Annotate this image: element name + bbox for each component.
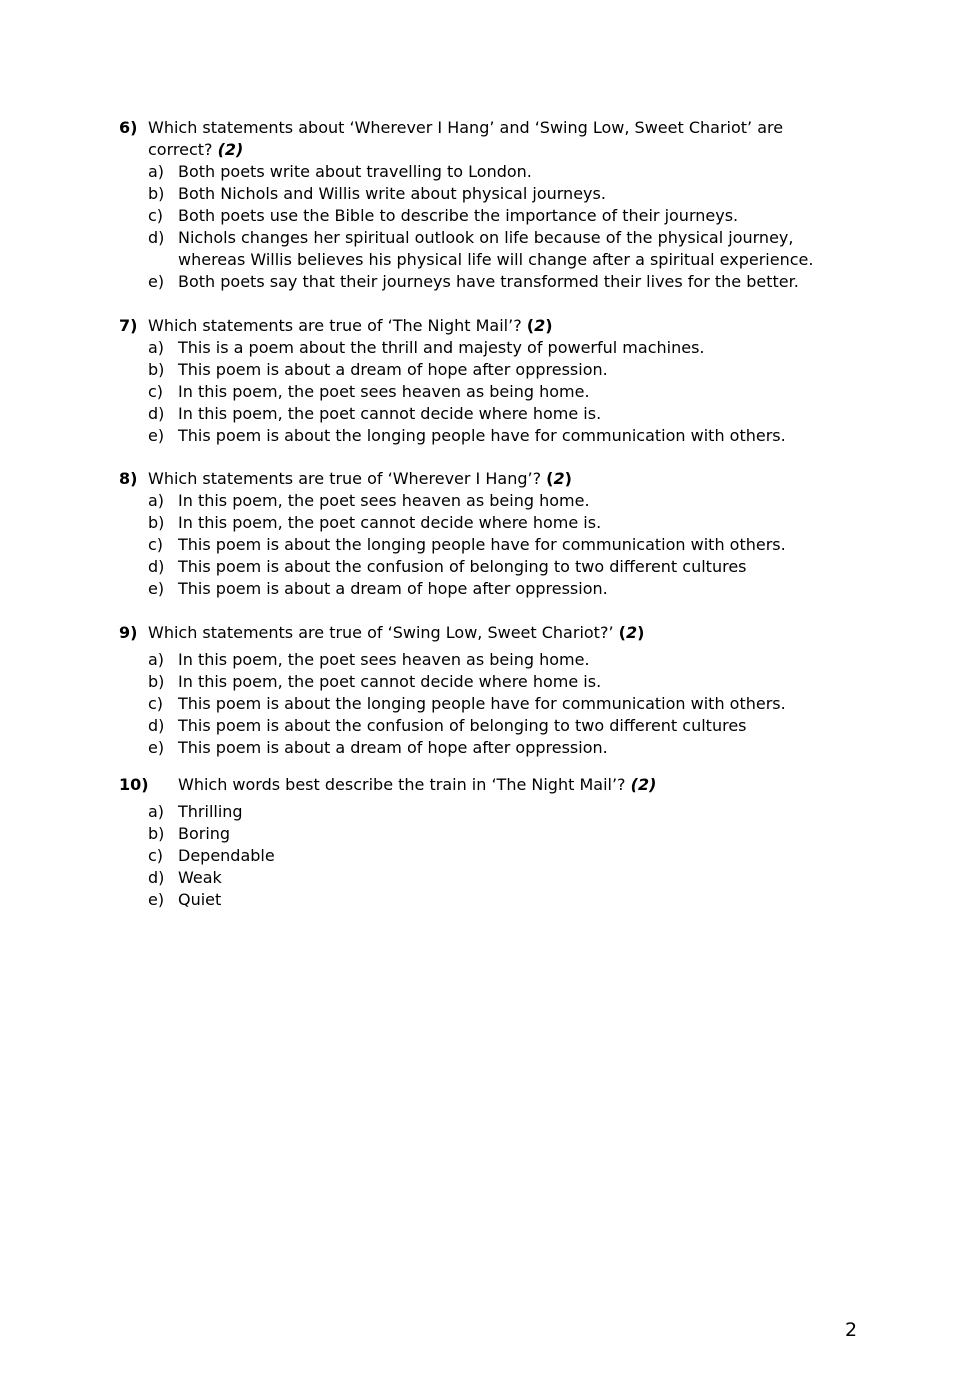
option-letter: d) xyxy=(148,404,165,423)
option-text: Weak xyxy=(178,868,222,887)
option-text: This poem is about a dream of hope after oppression. xyxy=(178,738,608,757)
question-number: 7) xyxy=(119,316,138,335)
option-letter: b) xyxy=(148,824,165,843)
option-text: This is a poem about the thrill and majesty of powerful machines. xyxy=(178,338,705,357)
page-number: 2 xyxy=(845,1319,858,1341)
option-c xyxy=(148,845,839,867)
option-text: This poem is about the longing people have for communication with others. xyxy=(178,426,786,445)
option-text: In this poem, the poet cannot decide where home is. xyxy=(178,404,602,423)
option-text: In this poem, the poet cannot decide where home is. xyxy=(178,672,602,691)
option-letter: d) xyxy=(148,228,165,247)
option-letter: d) xyxy=(148,716,165,735)
option-letter: e) xyxy=(148,738,165,757)
option-text: Both poets use the Bible to describe the importance of their journeys. xyxy=(178,206,739,225)
option-e xyxy=(148,271,839,293)
question-9 xyxy=(119,622,839,759)
marks-open: ( xyxy=(546,469,554,488)
options-list xyxy=(119,801,839,911)
option-text: In this poem, the poet sees heaven as being home. xyxy=(178,491,590,510)
option-a xyxy=(148,337,839,359)
option-b xyxy=(148,512,839,534)
option-d xyxy=(148,556,839,578)
option-letter: e) xyxy=(148,579,165,598)
option-d xyxy=(148,227,839,271)
question-text: Which statements about ‘Wherever I Hang’ and ‘Swing Low, Sweet Chariot’ are correct? xyxy=(148,118,784,159)
options-list xyxy=(119,337,839,447)
option-e xyxy=(148,737,839,759)
option-letter: b) xyxy=(148,672,165,691)
option-letter: e) xyxy=(148,890,165,909)
option-text: In this poem, the poet sees heaven as being home. xyxy=(178,650,590,669)
question-header xyxy=(119,774,839,796)
option-e xyxy=(148,425,839,447)
option-text: This poem is about the confusion of belonging to two different cultures xyxy=(178,716,747,735)
option-text: In this poem, the poet sees heaven as being home. xyxy=(178,382,590,401)
option-a xyxy=(148,649,839,671)
question-header xyxy=(119,468,839,490)
question-number: 8) xyxy=(119,469,138,488)
option-letter: d) xyxy=(148,557,165,576)
marks-close: ) xyxy=(637,623,645,642)
option-text: This poem is about a dream of hope after oppression. xyxy=(178,579,608,598)
question-text: Which statements are true of ‘Wherever I Hang’? xyxy=(148,469,542,488)
question-7 xyxy=(119,315,839,447)
marks-label: (2) xyxy=(630,775,657,794)
option-d xyxy=(148,715,839,737)
question-header xyxy=(119,117,839,161)
question-text-wrapper xyxy=(148,117,839,161)
option-c xyxy=(148,693,839,715)
option-c xyxy=(148,534,839,556)
option-letter: a) xyxy=(148,650,165,669)
marks-number: 2 xyxy=(534,316,546,335)
marks-open: ( xyxy=(526,316,535,335)
marks-number: 2 xyxy=(553,469,565,488)
option-d xyxy=(148,403,839,425)
option-letter: a) xyxy=(148,162,165,181)
option-b xyxy=(148,359,839,381)
option-d xyxy=(148,867,839,889)
option-letter: e) xyxy=(148,272,165,291)
option-letter: d) xyxy=(148,868,165,887)
option-letter: a) xyxy=(148,491,165,510)
option-text: This poem is about the confusion of belonging to two different cultures xyxy=(178,557,747,576)
question-text-wrapper xyxy=(178,774,839,796)
option-letter: c) xyxy=(148,206,164,225)
option-e xyxy=(148,578,839,600)
option-letter: b) xyxy=(148,513,165,532)
option-text: Boring xyxy=(178,824,231,843)
option-text: This poem is about a dream of hope after oppression. xyxy=(178,360,608,379)
option-a xyxy=(148,161,839,183)
marks-open: ( xyxy=(618,623,626,642)
question-text: Which statements are true of ‘The Night Mail’? xyxy=(148,316,522,335)
question-number: 9) xyxy=(119,623,138,642)
option-a xyxy=(148,801,839,823)
question-text-wrapper xyxy=(148,468,839,490)
marks-label xyxy=(546,469,572,488)
option-text: Both poets say that their journeys have transformed their lives for the better. xyxy=(178,272,799,291)
option-text: Quiet xyxy=(178,890,222,909)
question-text-wrapper xyxy=(148,622,839,644)
option-text: Both Nichols and Willis write about physical journeys. xyxy=(178,184,606,203)
option-letter: a) xyxy=(148,802,165,821)
options-list xyxy=(119,649,839,759)
option-letter: c) xyxy=(148,535,164,554)
option-letter: b) xyxy=(148,360,165,379)
option-text: This poem is about the longing people have for communication with others. xyxy=(178,535,786,554)
options-list xyxy=(119,161,839,293)
option-b xyxy=(148,671,839,693)
question-number: 6) xyxy=(119,118,138,137)
option-letter: b) xyxy=(148,184,165,203)
question-text: Which statements are true of ‘Swing Low, Sweet Chariot?’ xyxy=(148,623,614,642)
question-text-wrapper xyxy=(148,315,839,337)
option-e xyxy=(148,889,839,911)
option-letter: a) xyxy=(148,338,165,357)
question-number: 10) xyxy=(119,775,149,794)
option-letter: c) xyxy=(148,382,164,401)
option-b xyxy=(148,183,839,205)
question-header xyxy=(119,315,839,337)
option-letter: c) xyxy=(148,846,164,865)
option-text: This poem is about the longing people have for communication with others. xyxy=(178,694,786,713)
question-8 xyxy=(119,468,839,600)
option-b xyxy=(148,823,839,845)
option-letter: c) xyxy=(148,694,164,713)
marks-label xyxy=(619,623,645,642)
option-letter: e) xyxy=(148,426,165,445)
marks-label xyxy=(527,316,553,335)
option-text: Nichols changes her spiritual outlook on life because of the physical journey, whereas Willis believes his physical life will change after a spiritual experience. xyxy=(178,228,814,269)
option-text: Thrilling xyxy=(178,802,243,821)
question-6 xyxy=(119,117,839,293)
option-c xyxy=(148,205,839,227)
option-c xyxy=(148,381,839,403)
option-text: Dependable xyxy=(178,846,275,865)
marks-number: 2 xyxy=(625,623,638,642)
option-a xyxy=(148,490,839,512)
options-list xyxy=(119,490,839,600)
question-header xyxy=(119,622,839,644)
marks-label: (2) xyxy=(217,140,244,159)
question-text: Which words best describe the train in ‘The Night Mail’? xyxy=(178,775,626,794)
option-text: Both poets write about travelling to London. xyxy=(178,162,532,181)
question-10 xyxy=(119,774,839,911)
marks-close: ) xyxy=(564,469,572,488)
option-text: In this poem, the poet cannot decide where home is. xyxy=(178,513,602,532)
marks-close: ) xyxy=(545,316,553,335)
